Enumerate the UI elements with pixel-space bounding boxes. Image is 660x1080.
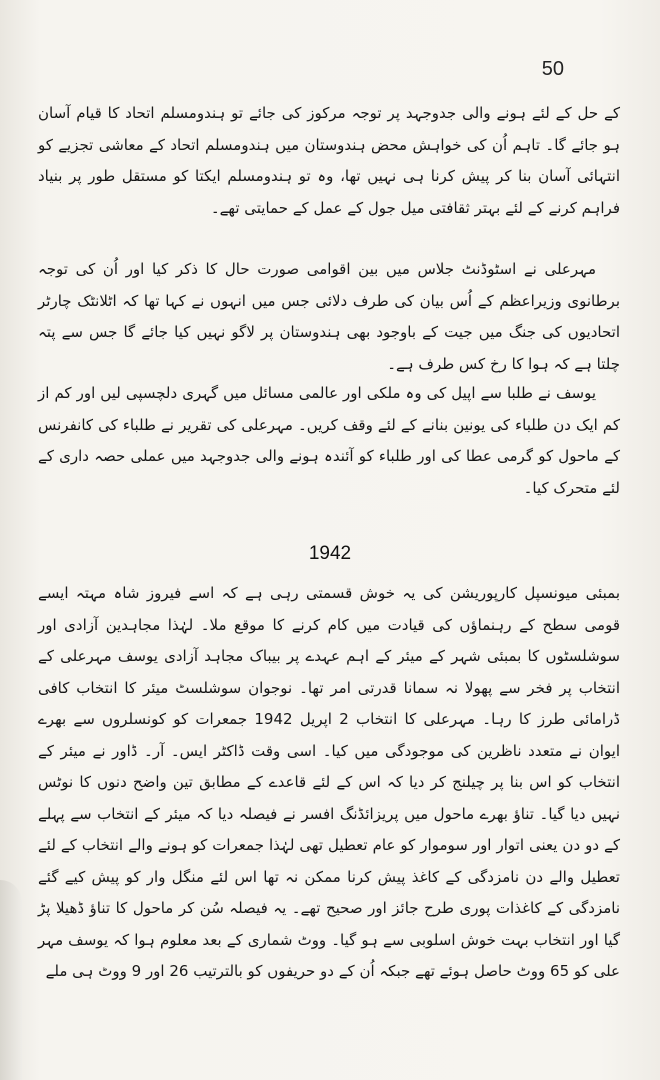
paragraph: کے حل کے لئے ہونے والی جدوجہد پر توجہ مرکوز کی جائے تو ہندومسلم اتحاد کا قیام آسان ہو جائے گا۔ تاہم اُن کی خواہش محض ہندوستان میں ہندومسلم اتحاد کے معاشی تجزیے کو انتہائی آسان بنا کر پیش کرنا ہی نہیں تھا، وہ تو ہندومسلم ایکتا کو مستقل طور پر بنیاد فراہم کرنے کے لئے بہتر ثقافتی میل جول کے عمل کے حمایتی تھے۔ (38, 104, 620, 217)
page-fold-shadow (0, 880, 22, 1080)
paragraph-mehrali-speech (38, 254, 620, 380)
paragraph: یوسف نے طلبا سے اپیل کی وہ ملکی اور عالمی مسائل میں گہری دلچسپی لیں اور کم از کم ایک دن طلباء کی یونین بنانے کے لئے وقف کریں۔ مہرعلی کی تقریر نے طلباء کی کانفرنس کے ماحول کو گرمی عطا کی اور طلباء کو آئندہ ہونے والی جدوجہد میں عملی حصہ داری کے لئے متحرک کیا۔ (38, 384, 620, 497)
paragraph-yusuf-appeal (38, 378, 620, 504)
paragraph: مہرعلی نے اسٹوڈنٹ جلاس میں بین اقوامی صورت حال کا ذکر کیا اور اُن کی توجہ برطانوی وزیراعظم کے اُس بیان کی طرف دلائی جس میں انہوں نے کہا تھا کہ اٹلانٹک چارٹر اتحادیوں کی جنگ میں جیت کے باوجود بھی ہندوستان پر لاگو نہیں کیا جائے گا جس سے پتہ چلتا ہے کہ ہوا کا رخ کس طرف ہے۔ (38, 260, 620, 373)
section-heading: 1942 (308, 543, 352, 564)
paragraph: بمبئی میونسپل کارپوریشن کی یہ خوش قسمتی رہی ہے کہ اسے فیروز شاہ مہتہ ایسے قومی سطح کے رہنماؤں کی قیادت میں کام کرنے کا موقع ملا۔ لہٰذا مجاہدین آزادی اور سوشلسٹوں کا بمبئی شہر کے میئر کے اہم عہدے پر بیباک مجاہد آزادی یوسف مہرعلی کے انتخاب پر فخر سے پھولا نہ سمانا قدرتی امر تھا۔ نوجوان سوشلسٹ میئر کا انتخاب کافی ڈرامائی طرز کا رہا۔ مہرعلی کا انتخاب 2 اپریل 1942 جمعرات کو کونسلروں سے بھرے ایوان نے متعدد ناظرین کی موجودگی میں کیا۔ اسی وقت ڈاکٹر ایس۔ آر۔ ڈاور نے میئر کے انتخاب کو اس بنا پر چیلنج کر دیا کہ اس کے لئے قاعدے کے مطابق تین واضح دنوں کا نوٹس نہیں دیا گیا۔ تناؤ بھرے ماحول میں پریزائڈنگ افسر نے فیصلہ دیا کہ میئر کے انتخاب سے پہلے کے دو دن یعنی اتوار اور سوموار کو عام تعطیل تھی لہٰذا جمعرات کو ہونے والے انتخاب کے لئے تعطیل والے دن نامزدگی کے کاغذ پیش کرنا ممکن نہ تھا اس لئے منگل وار کو پیش کیے گئے نامزدگی کے کاغذات پوری طرح جائز اور صحیح تھے۔ یہ فیصلہ سُن کر ماحول کا تناؤ ڈھیلا پڑ گیا اور انتخاب بہت خوش اسلوبی سے ہو گیا۔ ووٹ شماری کے بعد معلوم ہوا کہ یوسف مہر علی کو 65 ووٹ حاصل ہوئے تھے جبکہ اُن کے دو حریفوں کو بالترتیب 26 اور 9 ووٹ ہی ملے (38, 584, 620, 980)
paragraph-continuation (38, 98, 620, 224)
paragraph-mayor-election (38, 578, 620, 988)
page-number: 50 (541, 58, 564, 80)
